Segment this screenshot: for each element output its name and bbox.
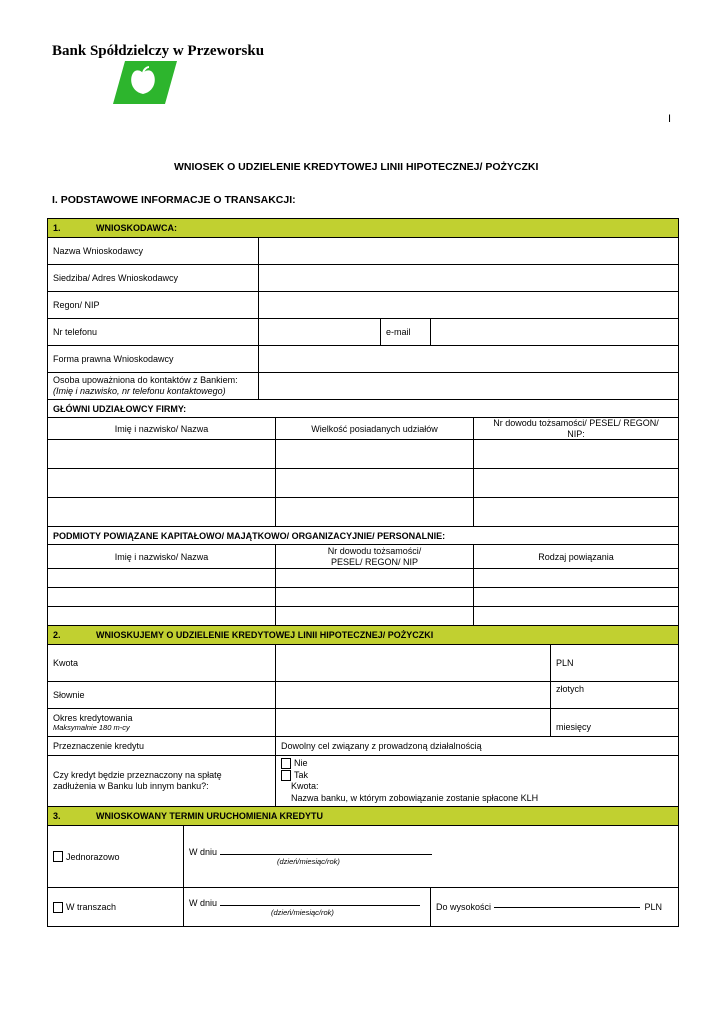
- rel-type-cell[interactable]: [474, 607, 678, 625]
- once-label: Jednorazowo: [66, 851, 120, 862]
- repay-amount-label: Kwota:: [291, 781, 319, 791]
- repay-label-line1: Czy kredyt będzie przeznaczony na spłatę: [53, 770, 222, 780]
- bank-name: Bank Spółdzielczy w Przeworsku: [52, 43, 265, 59]
- no-label: Nie: [294, 758, 308, 768]
- repay-label-line2: zadłużenia w Banku lub innym banku?:: [53, 781, 209, 791]
- option-yes[interactable]: [281, 770, 308, 782]
- rel-name-cell[interactable]: [48, 607, 276, 625]
- upto-field[interactable]: [494, 907, 640, 908]
- sh-name-cell[interactable]: [48, 440, 276, 468]
- contact-label-line1: Osoba upoważniona do kontaktów z Bankiem:: [53, 375, 238, 385]
- table-row: [48, 498, 678, 527]
- tranche-date-cell: [184, 888, 431, 926]
- repay-label-cell: [48, 756, 276, 806]
- sh-id-cell[interactable]: [474, 498, 678, 526]
- tranche-label: W transzach: [66, 902, 117, 912]
- sh-col-shares: Wielkość posiadanych udziałów: [276, 418, 474, 439]
- email-label: e-mail: [381, 319, 431, 345]
- address-field[interactable]: [259, 265, 678, 291]
- period-note: Maksymalnie 180 m-cy: [53, 722, 130, 732]
- sh-col-name: Imię i nazwisko/ Nazwa: [48, 418, 276, 439]
- rel-name-cell[interactable]: [48, 569, 276, 587]
- repay-bank-label: Nazwa banku, w którym zobowiązanie zostanie spłacone KLH: [291, 792, 539, 803]
- phone-field[interactable]: [259, 319, 381, 345]
- tranche-date-label: W dniu: [189, 897, 218, 908]
- no-checkbox[interactable]: [281, 758, 291, 769]
- once-date-label: W dniu: [189, 847, 218, 857]
- words-field[interactable]: [276, 682, 551, 708]
- upto-label: Do wysokości: [436, 902, 492, 912]
- sh-name-cell[interactable]: [48, 469, 276, 497]
- sh-col-id-line1: Nr dowodu tożsamości/ PESEL/ REGON/: [493, 417, 659, 428]
- yes-checkbox[interactable]: [281, 770, 291, 781]
- section-1-num: 1.: [53, 223, 61, 233]
- regon-label: Regon/ NIP: [48, 292, 259, 318]
- page-mark: I: [668, 113, 672, 125]
- rel-id-cell[interactable]: [276, 588, 474, 606]
- tranche-date-field[interactable]: [220, 905, 420, 906]
- related-entities-title: PODMIOTY POWIĄZANE KAPITAŁOWO/ MAJĄTKOWO/ ORGANIZACYJNIE/ PERSONALNIE:: [53, 530, 446, 541]
- amount-unit: PLN: [556, 658, 574, 668]
- period-unit: miesięcy: [556, 722, 592, 732]
- table-row: [48, 588, 678, 607]
- rel-type-cell[interactable]: [474, 588, 678, 606]
- sh-id-cell[interactable]: [474, 440, 678, 468]
- sh-col-id-line2: NIP:: [567, 428, 585, 439]
- section-2-num: 2.: [53, 630, 61, 640]
- address-label: Siedziba/ Adres Wnioskodawcy: [48, 265, 259, 291]
- once-date-cell: [184, 826, 678, 887]
- rel-name-cell[interactable]: [48, 588, 276, 606]
- section-1-title: WNIOSKODAWCA:: [96, 223, 177, 233]
- tranche-option[interactable]: [48, 888, 184, 926]
- upto-cell: [431, 888, 678, 926]
- section-3-header: [48, 807, 678, 825]
- bank-logo-icon: [113, 61, 177, 104]
- period-label: Okres kredytowania: [53, 712, 133, 723]
- email-field[interactable]: [431, 319, 678, 345]
- contact-label-line2: (Imię i nazwisko, nr telefonu kontaktowego): [53, 386, 226, 396]
- words-label: Słownie: [48, 682, 276, 708]
- application-form: [47, 218, 679, 927]
- sh-shares-cell[interactable]: [276, 469, 474, 497]
- sh-id-cell[interactable]: [474, 469, 678, 497]
- rel-col-type: Rodzaj powiązania: [538, 551, 614, 562]
- sh-shares-cell[interactable]: [276, 498, 474, 526]
- contact-person-field[interactable]: [259, 373, 678, 399]
- purpose-label: Przeznaczenie kredytu: [48, 737, 276, 755]
- regon-field[interactable]: [259, 292, 678, 318]
- once-date-hint: (dzień/miesiąc/rok): [277, 857, 340, 866]
- rel-type-cell[interactable]: [474, 569, 678, 587]
- applicant-name-field[interactable]: [259, 238, 678, 264]
- once-checkbox[interactable]: [53, 851, 63, 862]
- section-3-num: 3.: [53, 811, 61, 821]
- sh-col-id: [474, 418, 678, 439]
- amount-field[interactable]: [276, 645, 551, 681]
- yes-label: Tak: [294, 769, 309, 780]
- once-option[interactable]: [48, 826, 184, 887]
- legal-form-field[interactable]: [259, 346, 678, 372]
- rel-col-id-line1: Nr dowodu tożsamości/: [327, 545, 422, 556]
- section-2-title: WNIOSKUJEMY O UDZIELENIE KREDYTOWEJ LINII HIPOTECZNEJ/ POŻYCZKI: [96, 630, 434, 640]
- section-1-header: [48, 219, 678, 237]
- section-title: I. PODSTAWOWE INFORMACJE O TRANSAKCJI:: [52, 194, 296, 206]
- section-3-title: WNIOSKOWANY TERMIN URUCHOMIENIA KREDYTU: [96, 811, 323, 821]
- amount-label: Kwota: [48, 645, 276, 681]
- option-no[interactable]: [281, 758, 308, 770]
- rel-col-name: Imię i nazwisko/ Nazwa: [48, 545, 276, 568]
- repay-options: [276, 756, 678, 806]
- sh-name-cell[interactable]: [48, 498, 276, 526]
- phone-label: Nr telefonu: [48, 319, 259, 345]
- table-row: [48, 569, 678, 588]
- words-unit: złotych: [556, 684, 585, 694]
- shareholders-title: GŁÓWNI UDZIAŁOWCY FIRMY:: [53, 403, 187, 414]
- rel-col-id-line2: PESEL/ REGON/ NIP: [330, 556, 419, 567]
- period-field[interactable]: [276, 709, 551, 736]
- table-row: [48, 607, 678, 626]
- section-2-header: [48, 626, 678, 644]
- tranche-date-hint: (dzień/miesiąc/rok): [271, 907, 334, 917]
- table-row: [48, 440, 678, 469]
- tranche-checkbox[interactable]: [53, 902, 63, 913]
- once-date-field[interactable]: [220, 854, 432, 855]
- legal-form-label: Forma prawna Wnioskodawcy: [48, 346, 259, 372]
- sh-shares-cell[interactable]: [276, 440, 474, 468]
- purpose-value: Dowolny cel związany z prowadzoną działalnością: [281, 741, 482, 751]
- contact-person-label: [48, 373, 259, 399]
- rel-col-id: [276, 545, 474, 568]
- rel-id-cell[interactable]: [276, 607, 474, 625]
- upto-unit: PLN: [644, 902, 663, 912]
- form-title: WNIOSEK O UDZIELENIE KREDYTOWEJ LINII HIPOTECZNEJ/ POŻYCZKI: [174, 161, 539, 173]
- applicant-name-label: Nazwa Wnioskodawcy: [48, 238, 259, 264]
- period-label-cell: [48, 709, 276, 736]
- table-row: [48, 469, 678, 498]
- rel-id-cell[interactable]: [276, 569, 474, 587]
